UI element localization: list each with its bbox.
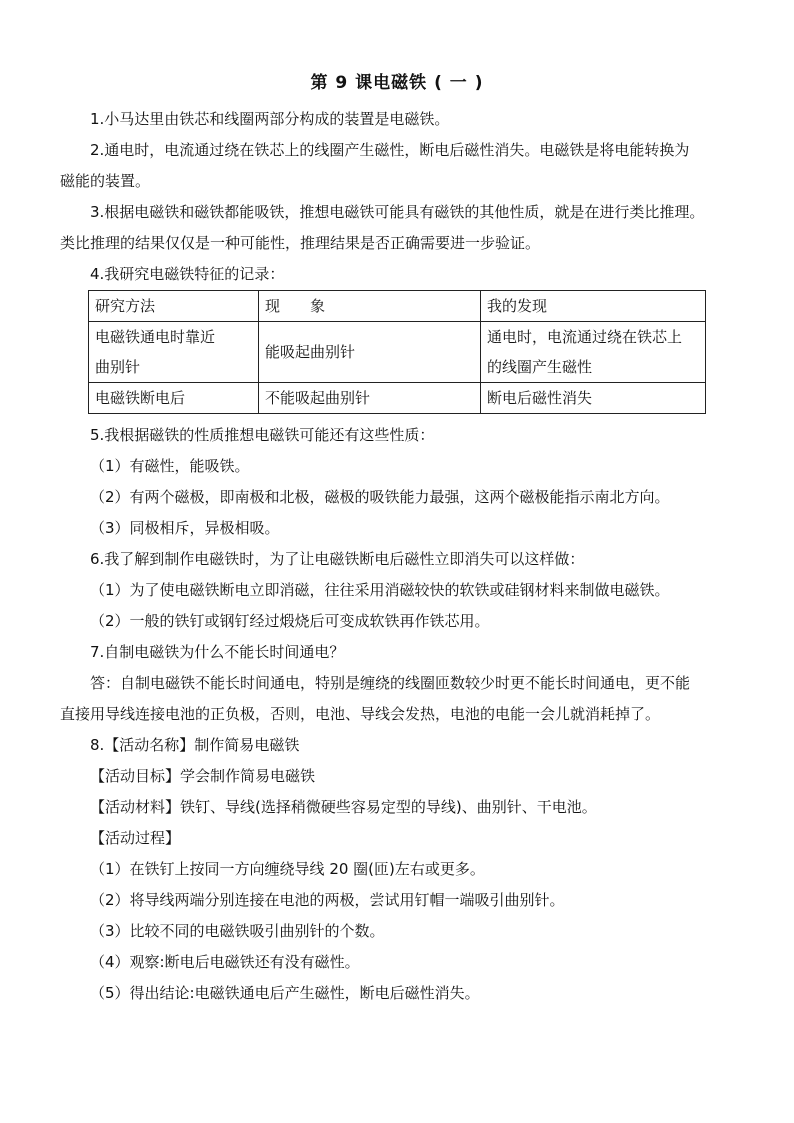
item-6-sub-1: （1）为了使电磁铁断电立即消磁，往往采用消磁较快的软铁或硅钢材料来制做电磁铁。	[90, 581, 670, 599]
table-cell-phenomenon: 能吸起曲别针	[259, 322, 481, 383]
cell-line: 通电时，电流通过绕在铁芯上	[487, 328, 683, 346]
cell-line: 曲别针	[95, 358, 141, 376]
page-title: 第 9 课电磁铁 ( 一 )	[310, 73, 484, 93]
item-5-sub-3: （3）同极相斥，异极相吸。	[90, 519, 280, 537]
table-header-cell: 我的发现	[481, 291, 706, 322]
item-7-question: 7.自制电磁铁为什么不能长时间通电？	[90, 643, 345, 661]
item-5: 5.我根据磁铁的性质推想电磁铁可能还有这些性质：	[90, 426, 435, 444]
item-7-answer-line-1: 答：自制电磁铁不能长时间通电，特别是缠绕的线圈匝数较少时更不能长时间通电，更不能	[90, 674, 691, 692]
item-3-line-1: 3.根据电磁铁和磁铁都能吸铁，推想电磁铁可能具有磁铁的其他性质，就是在进行类比推理。	[90, 203, 705, 221]
item-6: 6.我了解到制作电磁铁时，为了让电磁铁断电后磁性立即消失可以这样做：	[90, 550, 585, 568]
item-2-line-1: 2.通电时，电流通过绕在铁芯上的线圈产生磁性，断电后磁性消失。电磁铁是将电能转换为	[90, 141, 690, 159]
item-5-sub-1: （1）有磁性，能吸铁。	[90, 457, 250, 475]
table-cell-finding	[481, 322, 706, 383]
table-row	[89, 383, 706, 414]
table-cell-finding: 断电后磁性消失	[481, 383, 706, 414]
item-8-step-4: （4）观察:断电后电磁铁还有没有磁性。	[90, 953, 360, 971]
item-8-activity-goal: 【活动目标】学会制作简易电磁铁	[90, 767, 316, 785]
item-2-line-2: 磁能的装置。	[60, 172, 151, 190]
table-cell-method: 电磁铁断电后	[89, 383, 259, 414]
table-cell-method	[89, 322, 259, 383]
table-cell-phenomenon: 不能吸起曲别针	[259, 383, 481, 414]
item-7-answer-line-2: 直接用导线连接电池的正负极，否则，电池、导线会发热，电池的电能一会儿就消耗掉了。	[60, 705, 661, 723]
item-8-activity-process: 【活动过程】	[90, 829, 181, 847]
record-table	[88, 290, 706, 414]
item-5-sub-2: （2）有两个磁极，即南极和北极，磁极的吸铁能力最强，这两个磁极能指示南北方向。	[90, 488, 670, 506]
table-header-cell: 现 象	[259, 291, 481, 322]
item-8-step-2: （2）将导线两端分别连接在电池的两极，尝试用钉帽一端吸引曲别针。	[90, 891, 565, 909]
item-8-step-1: （1）在铁钉上按同一方向缠绕导线 20 圈(匝)左右或更多。	[90, 860, 485, 878]
table-header-row	[89, 291, 706, 322]
item-4: 4.我研究电磁铁特征的记录：	[90, 265, 285, 283]
item-1: 1.小马达里由铁芯和线圈两部分构成的装置是电磁铁。	[90, 110, 450, 128]
item-8-step-5: （5）得出结论:电磁铁通电后产生磁性，断电后磁性消失。	[90, 984, 480, 1002]
table-header-cell: 研究方法	[89, 291, 259, 322]
item-8-activity-name: 8.【活动名称】制作简易电磁铁	[90, 736, 300, 754]
item-8-step-3: （3）比较不同的电磁铁吸引曲别针的个数。	[90, 922, 385, 940]
cell-line: 的线圈产生磁性	[487, 358, 593, 376]
item-6-sub-2: （2）一般的铁钉或钢钉经过煅烧后可变成软铁再作铁芯用。	[90, 612, 490, 630]
table-row	[89, 322, 706, 383]
item-3-line-2: 类比推理的结果仅仅是一种可能性，推理结果是否正确需要进一步验证。	[60, 234, 541, 252]
cell-line: 电磁铁通电时靠近	[95, 328, 216, 346]
item-8-activity-material: 【活动材料】铁钉、导线(选择稍微硬些容易定型的导线)、曲别针、干电池。	[90, 798, 597, 816]
